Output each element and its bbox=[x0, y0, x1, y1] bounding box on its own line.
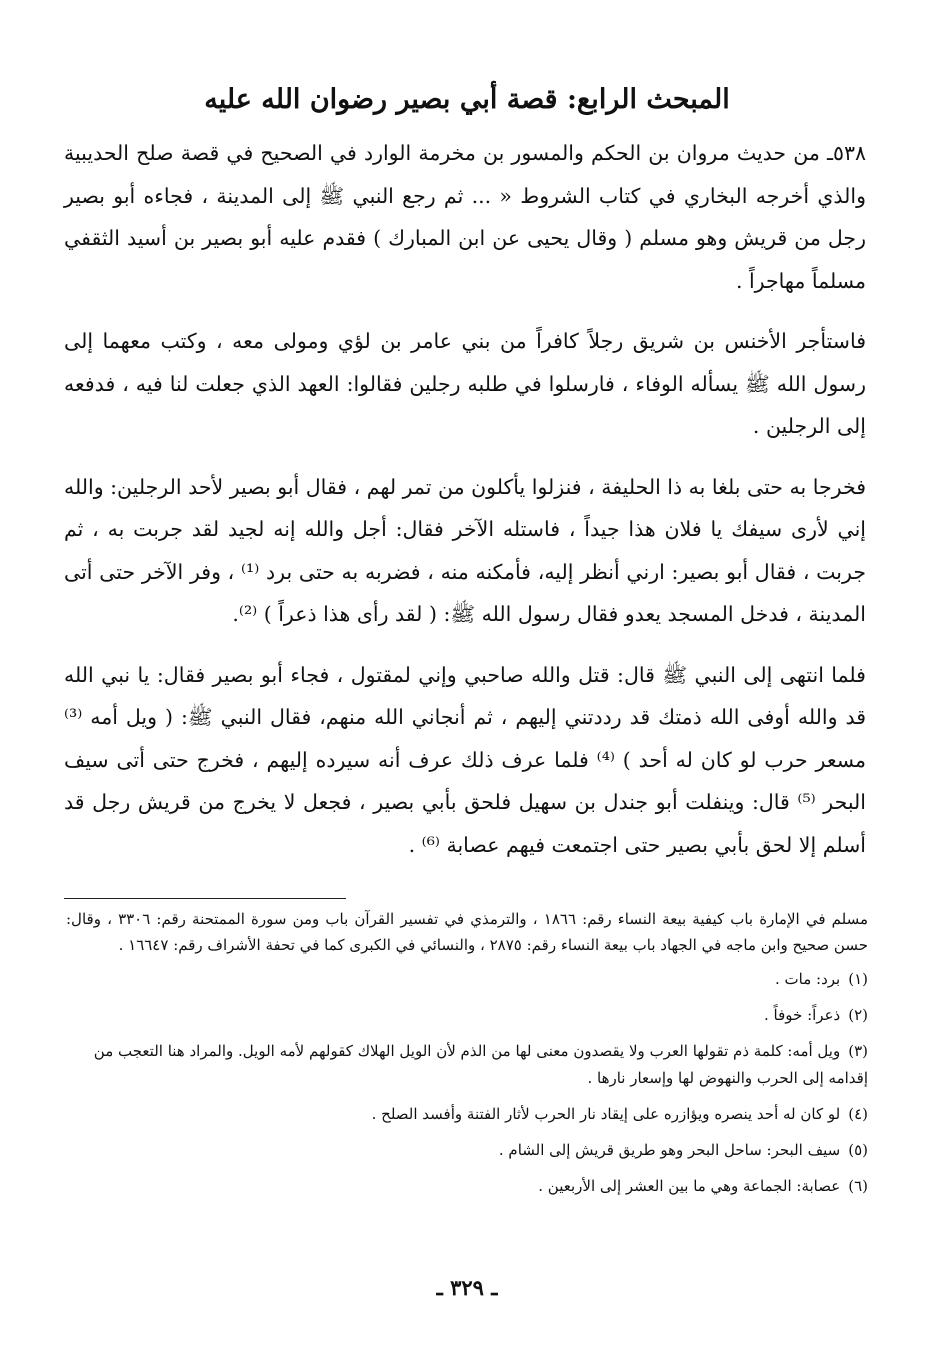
footnote-text: برد: مات . bbox=[775, 970, 841, 988]
paragraph-hadith-intro: ٥٣٨ـ من حديث مروان بن الحكم والمسور بن مخرمة الوارد في الصحيح في قصة صلح الحديبية والذي أخرجه البخاري في كتاب الشروط « ... ثم رجع النبي ﷺ إلى المدينة ، فجاءه أبو بصير رجل من قريش وهو مسلم ( وقال يحيى عن ابن المبارك ) فقدم عليه أبو بصير بن أسيد الثقفي مسلماً مهاجراً . bbox=[64, 141, 866, 293]
footnote-text: ويل أمه: كلمة ذم تقولها العرب ولا يقصدون معنى لها من الذم لأن الويل الهلاك كقولهم لأمه الويل. والمراد هنا التعجب من إقدامه إلى الحرب والنهوض لها وإسعار نارها . bbox=[93, 1042, 868, 1087]
footnote-item bbox=[66, 1101, 868, 1128]
footnote-number: (٣) bbox=[848, 1042, 868, 1060]
footnote-number: (٢) bbox=[848, 1006, 868, 1024]
footnote-number: (٦) bbox=[848, 1177, 868, 1195]
footnote-text: ذعراً: خوفاً . bbox=[764, 1006, 841, 1024]
footnote-number: (١) bbox=[848, 970, 868, 988]
paragraph-akhnas: فاستأجر الأخنس بن شريق رجلاً كافراً من بني عامر بن لؤي ومولى معه ، وكتب معهما إلى رسول الله ﷺ يسأله الوفاء ، فارسلوا في طلبه رجلين فقالوا: العهد الذي جعلت لنا فيه ، فدفعه إلى الرجلين . bbox=[64, 329, 866, 438]
footnote-number: (٤) bbox=[848, 1105, 868, 1123]
footnote-separator bbox=[64, 898, 346, 899]
footnote-item bbox=[66, 1137, 868, 1164]
page-number: ـ ٣٢٩ ـ bbox=[436, 1275, 498, 1300]
footnote-item bbox=[66, 966, 868, 993]
footnote-text: سيف البحر: ساحل البحر وهو طريق قريش إلى الشام . bbox=[498, 1141, 841, 1159]
footnote-continuation: مسلم في الإمارة باب كيفية بيعة النساء رقم: ١٨٦٦ ، والترمذي في تفسير القرآن باب ومن سورة الممتحنة رقم: ٣٣٠٦ ، وقال: حسن صحيح وابن ماجه في الجهاد باب بيعة النساء رقم: ٢٨٧٥ ، والنسائي في الكبرى كما في تحفة الأشراف رقم: ١٦٦٤٧ . bbox=[66, 910, 868, 954]
footnote-item bbox=[66, 1173, 868, 1200]
footnote-text: لو كان له أحد ينصره ويؤازره على إيقاد نار الحرب لأثار الفتنة وأفسد الصلح . bbox=[371, 1105, 841, 1123]
footnotes bbox=[66, 906, 868, 1209]
footnote-text: عصابة: الجماعة وهي ما بين العشر إلى الأربعين . bbox=[538, 1177, 841, 1195]
section-title: المبحث الرابع: قصة أبي بصير رضوان الله عليه bbox=[204, 84, 730, 115]
footnote-item bbox=[66, 1038, 868, 1092]
footnote-item bbox=[66, 1002, 868, 1029]
footnote-number: (٥) bbox=[848, 1141, 868, 1159]
main-text bbox=[64, 132, 866, 884]
paragraph-saif-al-bahr: فلما انتهى إلى النبي ﷺ قال: قتل والله صاحبي وإني لمقتول ، فجاء أبو بصير فقال: يا نبي الله قد والله أوفى الله ذمتك قد رددتني إليهم ، ثم أنجاني الله منهم، فقال النبي ﷺ: ( ويل أمه ⁽³⁾ مسعر حرب لو كان له أحد ) ⁽⁴⁾ فلما عرف ذلك عرف أنه سيرده إليهم ، فخرج حتى أتى سيف البحر ⁽⁵⁾ قال: وينفلت أبو جندل بن سهيل فلحق بأبي بصير ، فجعل لا يخرج من قريش رجل قد أسلم إلا لحق بأبي بصير حتى اجتمعت فيهم عصابة ⁽⁶⁾ . bbox=[64, 662, 866, 857]
paragraph-dhul-hulayfa: فخرجا به حتى بلغا به ذا الحليفة ، فنزلوا يأكلون من تمر لهم ، فقال أبو بصير لأحد الرجلين: والله إني لأرى سيفك يا فلان هذا جيداً ، فاستله الآخر فقال: أجل والله إنه لجيد لقد جربت به ، ثم جربت ، فقال أبو بصير: ارني أنظر إليه، فأمكنه منه ، فضربه به حتى برد ⁽¹⁾ ، وفر الآخر حتى أتى المدينة ، فدخل المسجد يعدو فقال رسول الله ﷺ: ( لقد رأى هذا ذعراً ) ⁽²⁾. bbox=[64, 474, 866, 626]
